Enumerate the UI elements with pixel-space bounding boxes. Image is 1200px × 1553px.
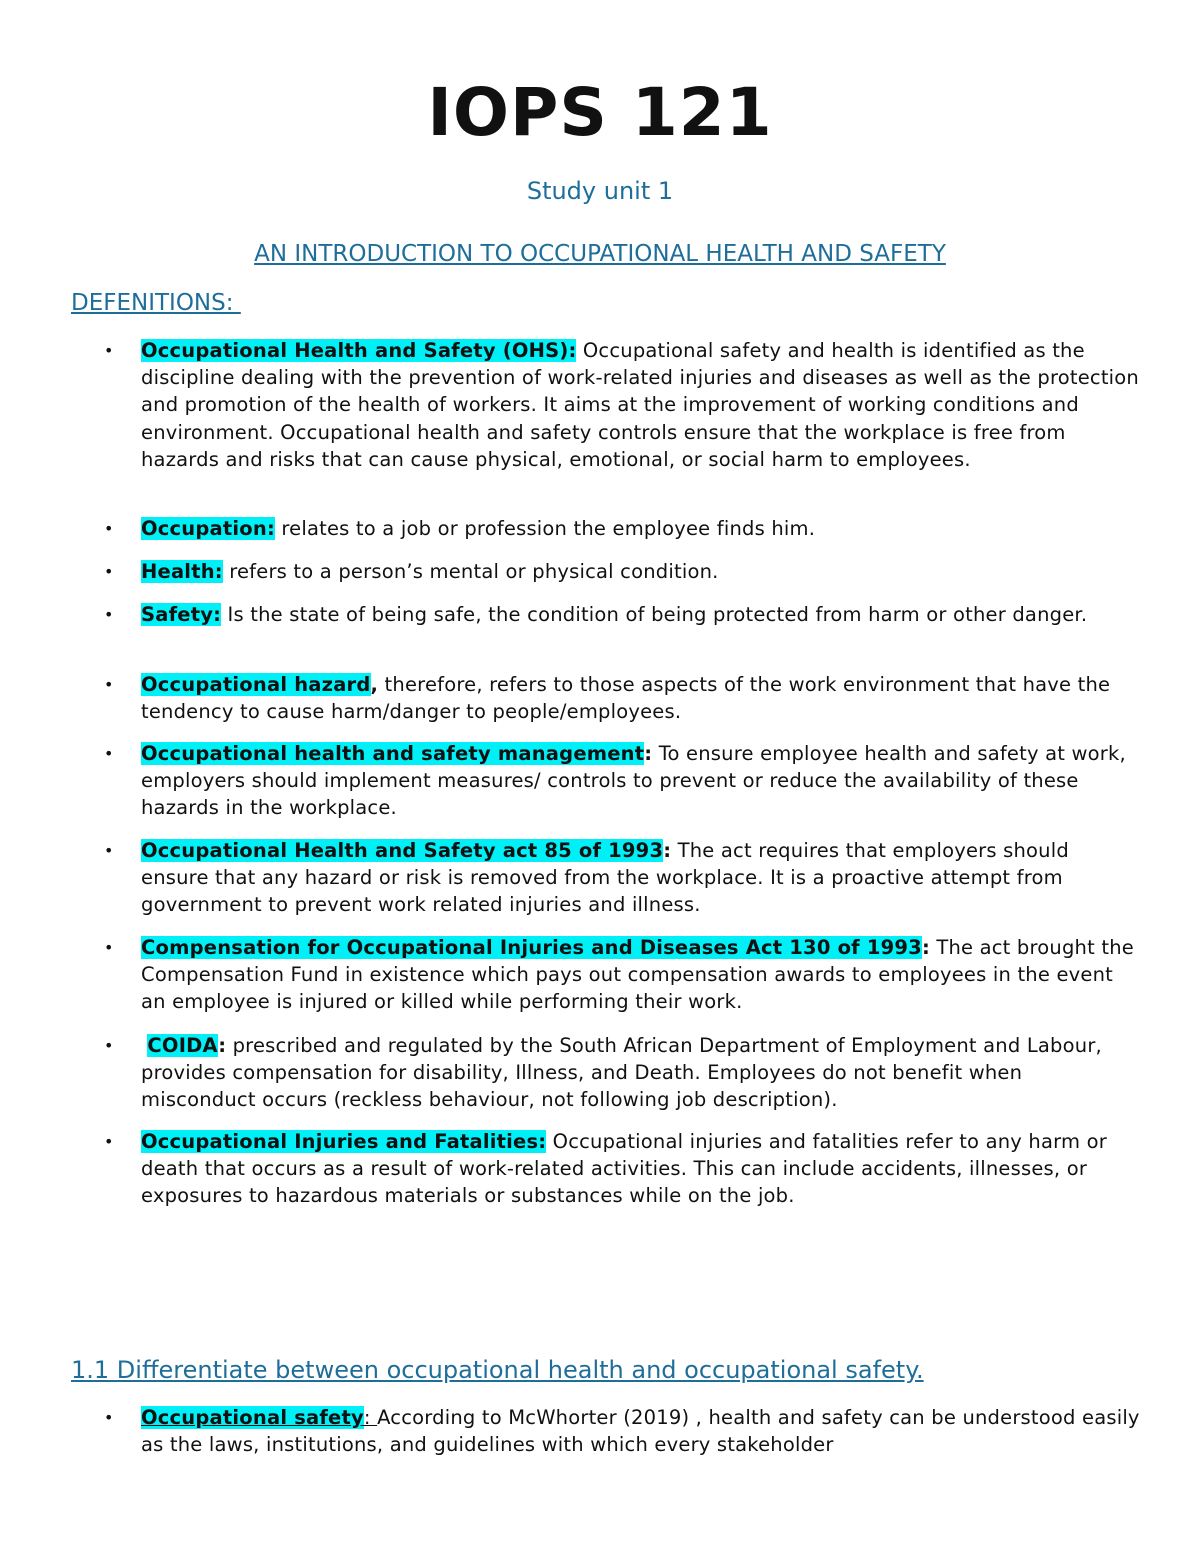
definition-term: Occupational Injuries and Fatalities:	[141, 1130, 547, 1153]
definition-text	[141, 740, 1141, 822]
bullet: •	[104, 841, 114, 860]
definition-text	[141, 934, 1141, 1016]
bullet: •	[104, 1408, 114, 1427]
definition-suffix: :	[363, 1406, 378, 1429]
definition-term: Safety:	[141, 603, 222, 626]
definition-body: According to McWhorter (2019) , health and safety can be understood easily as the laws, institutions, and guidelines with which every stakeholder	[141, 1406, 1140, 1457]
document-title: IOPS 121	[427, 74, 773, 151]
bullet: •	[104, 341, 114, 360]
definition-body: refers to a person’s mental or physical condition.	[222, 560, 719, 583]
definition-body: To ensure employee health and safety at work, employers should implement measures/ controls to prevent or reduce the availability of these hazards in the workplace.	[141, 742, 1126, 820]
definition-text	[141, 1404, 1141, 1458]
bullet: •	[104, 744, 114, 763]
bullet: •	[104, 675, 114, 694]
definition-suffix: :	[921, 936, 930, 959]
definition-body: The act requires that employers should ensure that any hazard or risk is removed from the workplace. It is a proactive attempt from government to prevent work related injuries and illness.	[141, 839, 1069, 917]
definition-body: prescribed and regulated by the South African Department of Employment and Labour, provides compensation for disability, Illness, and Death. Employees do not benefit when misconduct occurs (reckless behaviour, not following job description).	[141, 1034, 1102, 1112]
definition-text	[141, 837, 1141, 919]
definition-term: Occupation:	[141, 517, 275, 540]
definition-body: Occupational injuries and fatalities refer to any harm or death that occurs as a result of work-related activities. This can include accidents, illnesses, or exposures to hazardous materials or substances while on the job.	[141, 1130, 1107, 1208]
definition-text	[141, 1032, 1141, 1114]
definition-body: therefore, refers to those aspects of the work environment that have the tendency to cause harm/danger to people/employees.	[141, 673, 1111, 724]
definition-text	[141, 1128, 1141, 1210]
definition-term: Compensation for Occupational Injuries and Diseases Act 130 of 1993	[141, 936, 922, 959]
bullet: •	[104, 562, 114, 581]
bullet: •	[104, 519, 114, 538]
definition-text	[141, 601, 1141, 628]
definition-suffix: :	[218, 1034, 227, 1057]
definition-suffix: ,	[370, 673, 379, 696]
main-heading: AN INTRODUCTION TO OCCUPATIONAL HEALTH AND SAFETY	[254, 241, 946, 267]
definition-term: Occupational Health and Safety (OHS):	[141, 339, 577, 362]
definition-term: Occupational Health and Safety act 85 of 1993	[141, 839, 664, 862]
definition-body: The act brought the Compensation Fund in existence which pays out compensation awards to employees in the event an employee is injured or killed while performing their work.	[141, 936, 1134, 1014]
definition-text	[141, 671, 1141, 725]
definition-body: Is the state of being safe, the condition of being protected from harm or other danger.	[221, 603, 1088, 626]
definition-text	[141, 558, 1141, 585]
definition-term: Occupational safety	[141, 1406, 364, 1429]
section-heading-1-1: 1.1 Differentiate between occupational health and occupational safety.	[71, 1356, 924, 1384]
definition-term: Occupational health and safety management	[141, 742, 645, 765]
definition-text	[141, 337, 1141, 473]
bullet: •	[104, 938, 114, 957]
definition-term: Occupational hazard	[141, 673, 371, 696]
definition-suffix: :	[663, 839, 672, 862]
definition-text	[141, 515, 1141, 542]
definition-body: relates to a job or profession the employee finds him.	[274, 517, 816, 540]
definition-body: Occupational safety and health is identified as the discipline dealing with the prevention of work-related injuries and diseases as well as the protection and promotion of the health of workers. It aims at the improvement of working conditions and environment. Occupational health and safety controls ensure that the workplace is free from hazards and risks that can cause physical, emotional, or social harm to employees.	[141, 339, 1139, 471]
bullet: •	[104, 605, 114, 624]
definition-suffix: :	[644, 742, 653, 765]
document-subtitle: Study unit 1	[526, 177, 674, 205]
definition-term: Health:	[141, 560, 223, 583]
bullet: •	[104, 1132, 114, 1151]
definitions-heading: DEFENITIONS:	[71, 290, 241, 316]
definition-term: COIDA	[147, 1034, 219, 1057]
bullet: •	[104, 1036, 114, 1055]
